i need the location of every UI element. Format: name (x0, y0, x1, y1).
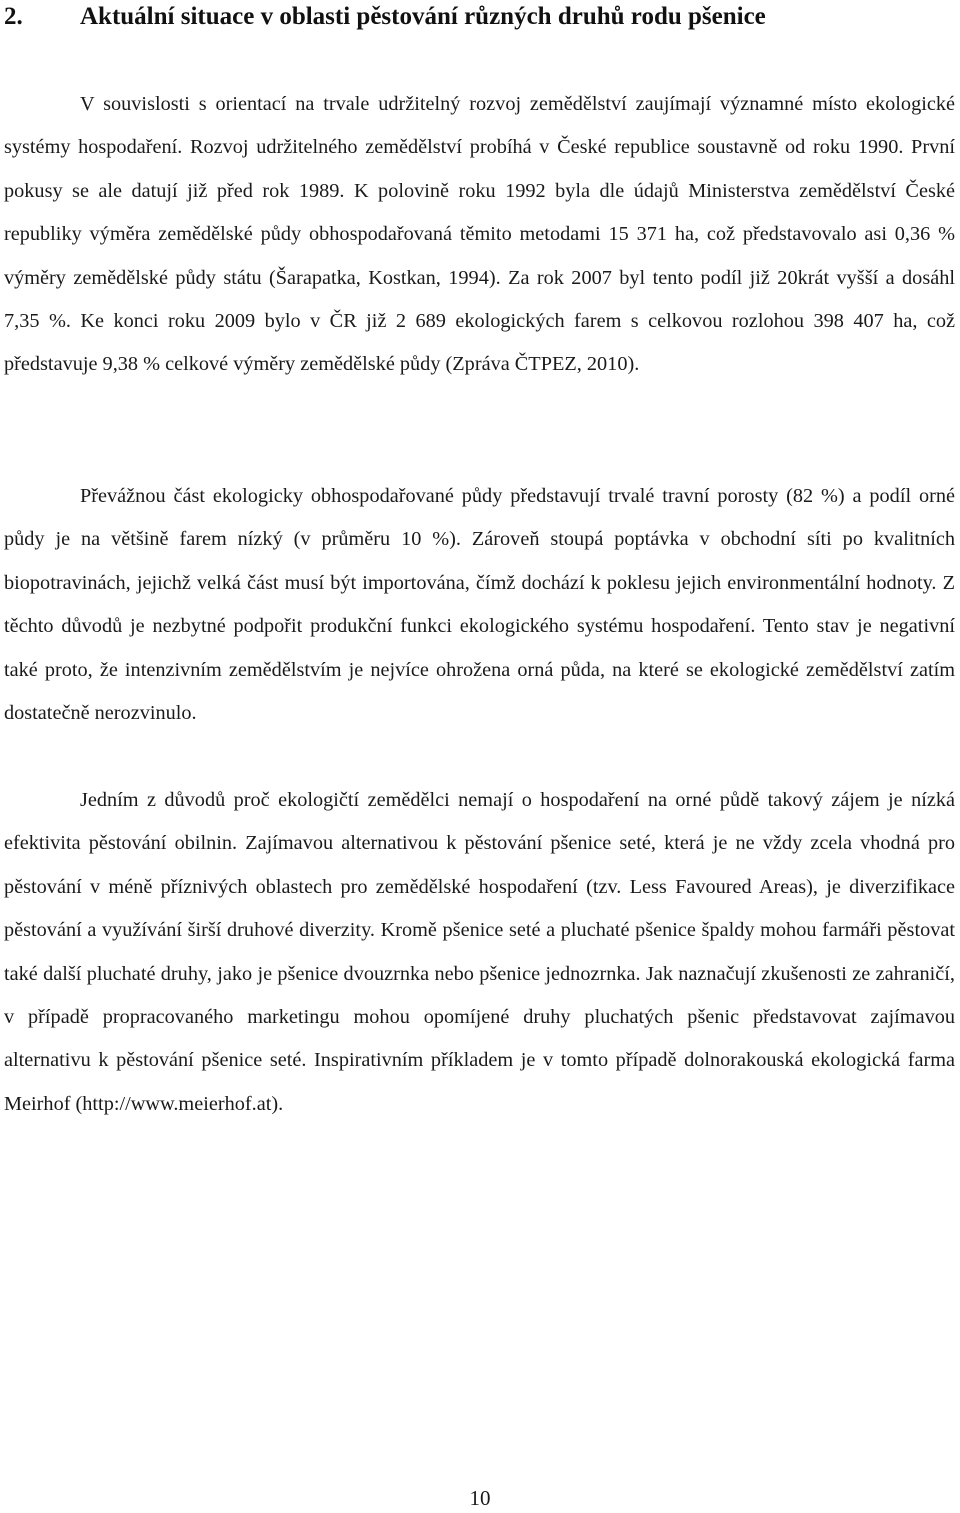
section-heading (4, 0, 766, 34)
paragraph-3: Jedním z důvodů proč ekologičtí zemědělci nemají o hospodaření na orné půdě takový zájem je nízká efektivita pěstování obilnin. Zajímavou alternativou k pěstování pšenice seté, která je ne vždy zcela vhodná pro pěstování v méně příznivých oblastech pro zemědělské hospodaření (tzv. Less Favoured Areas), je diverzifikace pěstování a využívání širší druhové diverzity. Kromě pšenice seté a pluchaté pšenice špaldy mohou farmáři pěstovat také další pluchaté druhy, jako je pšenice dvouzrnka nebo pšenice jednozrnka. Jak naznačují zkušenosti ze zahraničí, v případě propracovaného marketingu mohou opomíjené druhy pluchatých pšenic představovat zajímavou alternativu k pěstování pšenice seté. Inspirativním příkladem je v tomto případě dolnorakouská ekologická farma Meirhof (http://www.meierhof.at). (4, 789, 955, 1115)
page-number: 10 (469, 1486, 491, 1510)
section-number: 2. (4, 3, 23, 30)
paragraph-2: Převážnou část ekologicky obhospodařované půdy představují trvalé travní porosty (82 %) a podíl orné půdy je na většině farem nízký (v průměru 10 %). Zároveň stoupá poptávka v obchodní síti po kvalitních biopotravinách, jejichž velká část musí být importována, čímž dochází k poklesu jejich environmentální hodnoty. Z těchto důvodů je nezbytné podpořit produkční funkci ekologického systému hospodaření. Tento stav je negativní také proto, že intenzivním zemědělstvím je nejvíce ohrožena orná půda, na které se ekologické zemědělství zatím dostatečně nerozvinulo. (4, 485, 955, 725)
paragraph-1: V souvislosti s orientací na trvale udržitelný rozvoj zemědělství zaujímají významné místo ekologické systémy hospodaření. Rozvoj udržitelného zemědělství probíhá v České republice soustavně od roku 1990. První pokusy se ale datují již před rok 1989. K polovině roku 1992 byla dle údajů Ministerstva zemědělství České republiky výměra zemědělské půdy obhospodařovaná těmito metodami 15 371 ha, což představovalo asi 0,36 % výměry zemědělské půdy státu (Šarapatka, Kostkan, 1994). Za rok 2007 byl tento podíl již 20krát vyšší a dosáhl 7,35 %. Ke konci roku 2009 bylo v ČR již 2 689 ekologických farem s celkovou rozlohou 398 407 ha, což představuje 9,38 % celkové výměry zemědělské půdy (Zpráva ČTPEZ, 2010). (4, 93, 955, 376)
section-title: Aktuální situace v oblasti pěstování různých druhů rodu pšenice (80, 3, 766, 30)
